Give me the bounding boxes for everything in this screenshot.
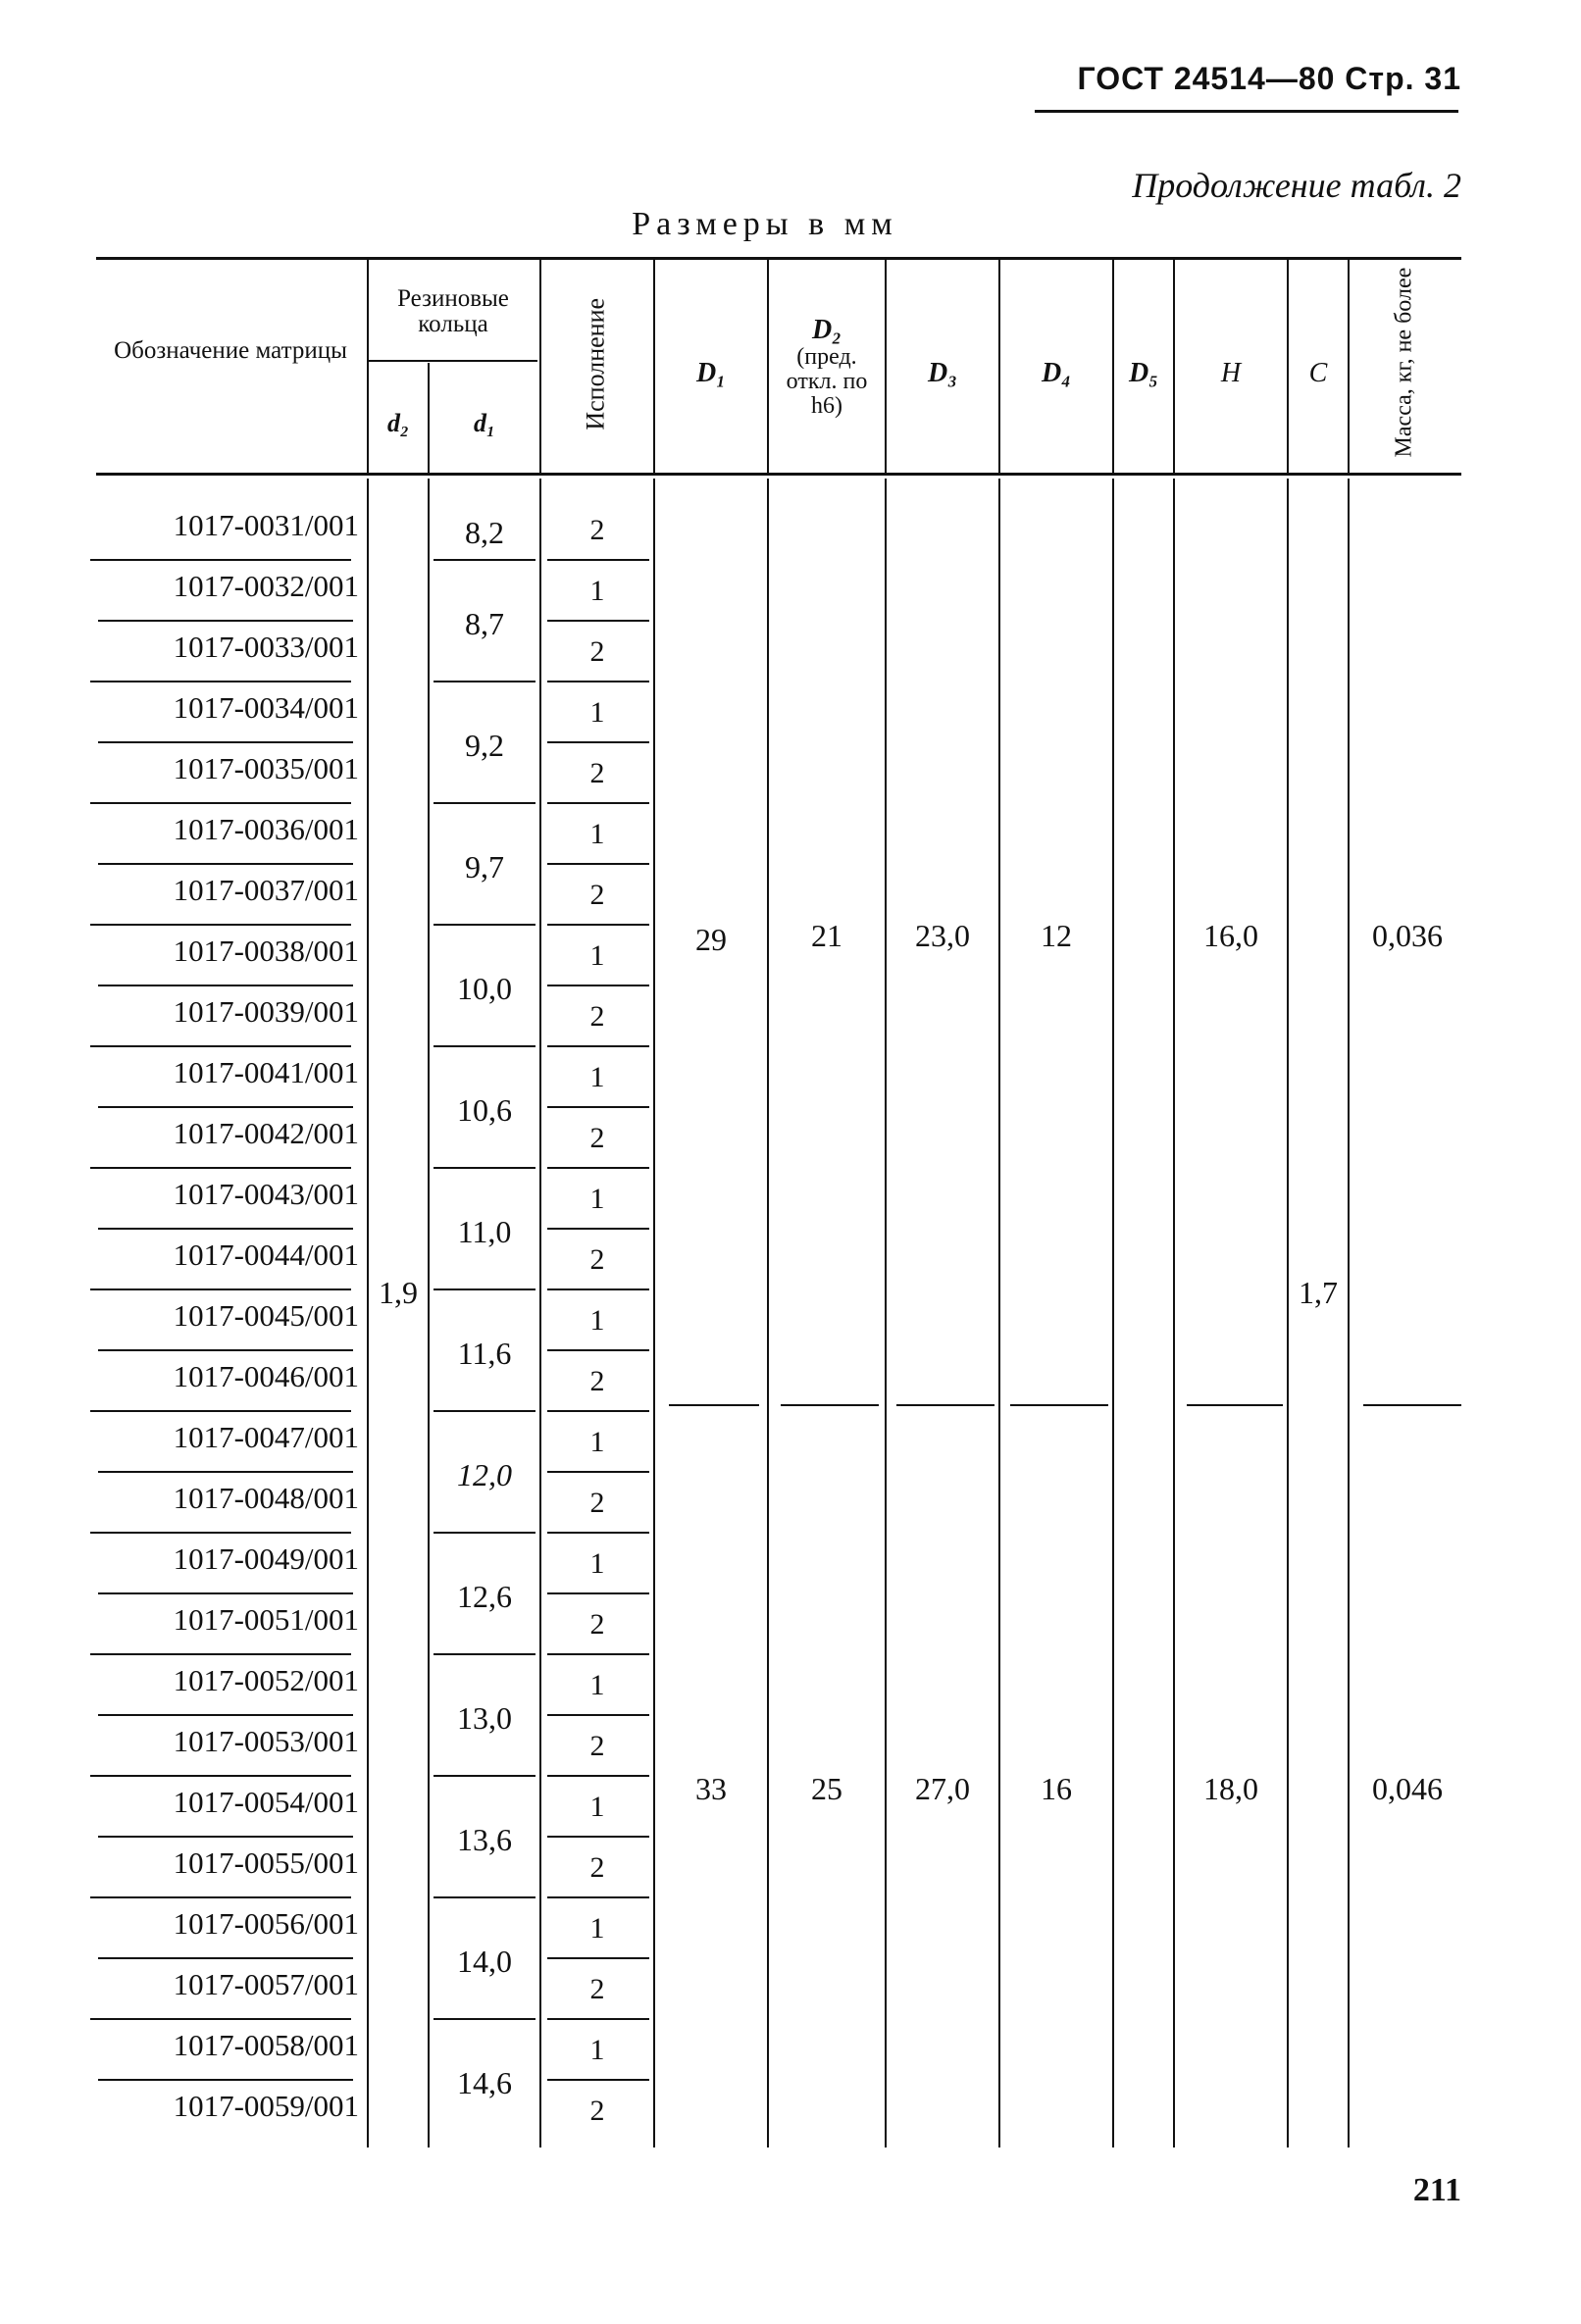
- d1-group-divider: [434, 1288, 536, 1290]
- table-row-designation: 1017-0052/001: [173, 1663, 359, 1697]
- table-row-execution: 2: [589, 757, 605, 789]
- group-divider: [669, 1404, 759, 1406]
- row-underline: [90, 681, 351, 682]
- table-row-execution: 1: [589, 696, 605, 729]
- d1-group-divider: [434, 2018, 536, 2020]
- row-underline: [98, 1349, 353, 1351]
- table-row-execution: 1: [589, 1791, 605, 1823]
- d1-group-value: 12,6: [457, 1579, 512, 1614]
- table-row-execution: 2: [589, 1122, 605, 1154]
- table-row-execution: 2: [589, 879, 605, 911]
- table-row-execution: 2: [589, 1608, 605, 1641]
- row-underline: [98, 1592, 353, 1594]
- d1-group-value: 10,6: [457, 1092, 512, 1128]
- table-row-designation: 1017-0055/001: [173, 1845, 359, 1880]
- table-row-designation: 1017-0054/001: [173, 1785, 359, 1819]
- table-row-execution: 2: [589, 1365, 605, 1397]
- body-divider: [1287, 479, 1289, 2147]
- group-a-mass: 0,036: [1372, 918, 1443, 953]
- table-row-designation: 1017-0059/001: [173, 2089, 359, 2123]
- table-row-execution: 1: [589, 575, 605, 607]
- execution-underline: [547, 741, 649, 743]
- units-caption: Размеры в мм: [632, 206, 898, 242]
- execution-underline: [547, 985, 649, 986]
- table-row-designation: 1017-0034/001: [173, 690, 359, 725]
- group-b-D1: 33: [695, 1771, 727, 1806]
- d1-group-value: 11,0: [457, 1214, 512, 1249]
- table-row-designation: 1017-0048/001: [173, 1481, 359, 1515]
- col-execution: Исполнение: [581, 297, 610, 430]
- group-a-D4: 12: [1041, 918, 1072, 953]
- d1-group-divider: [434, 681, 536, 682]
- execution-underline: [547, 1106, 649, 1108]
- body-divider: [653, 479, 655, 2147]
- table-row-designation: 1017-0033/001: [173, 630, 359, 664]
- execution-underline: [547, 924, 649, 926]
- header-bottom-rule: [96, 473, 1461, 476]
- c-value: 1,7: [1299, 1275, 1338, 1310]
- standard-header: ГОСТ 24514—80 Стр. 31: [1077, 61, 1461, 96]
- body-divider: [998, 479, 1000, 2147]
- d1-group-value: 8,7: [465, 606, 504, 641]
- row-underline: [98, 1836, 353, 1838]
- row-underline: [90, 1167, 351, 1169]
- table-row-designation: 1017-0035/001: [173, 751, 359, 785]
- table-row-designation: 1017-0038/001: [173, 934, 359, 968]
- row-underline: [98, 1957, 353, 1959]
- d1-group-divider: [434, 1045, 536, 1047]
- row-underline: [98, 863, 353, 865]
- rings-subheader-rule: [369, 360, 537, 362]
- table-row-designation: 1017-0056/001: [173, 1906, 359, 1941]
- table-row-execution: 1: [589, 1304, 605, 1337]
- body-divider: [1173, 479, 1175, 2147]
- table-row-designation: 1017-0046/001: [173, 1359, 359, 1393]
- col-D5: D₅: [1129, 358, 1158, 388]
- table-row-execution: 2: [589, 2095, 605, 2127]
- table-row-designation: 1017-0036/001: [173, 812, 359, 846]
- table-row-designation: 1017-0031/001: [173, 508, 359, 542]
- row-underline: [90, 1410, 351, 1412]
- execution-underline: [547, 802, 649, 804]
- execution-underline: [547, 2018, 649, 2020]
- body-divider: [1348, 479, 1350, 2147]
- group-a-D1: 29: [695, 922, 727, 957]
- execution-underline: [547, 1349, 649, 1351]
- execution-underline: [547, 1167, 649, 1169]
- table-row-execution: 1: [589, 939, 605, 972]
- group-b-mass: 0,046: [1372, 1771, 1443, 1806]
- execution-underline: [547, 1957, 649, 1959]
- execution-underline: [547, 620, 649, 622]
- table-row-execution: 2: [589, 1973, 605, 2005]
- header-divider: [539, 260, 541, 473]
- row-underline: [90, 559, 351, 561]
- table-row-designation: 1017-0045/001: [173, 1298, 359, 1333]
- execution-underline: [547, 1653, 649, 1655]
- execution-underline: [547, 1471, 649, 1473]
- d1-group-value: 13,6: [457, 1822, 512, 1857]
- d1-group-divider: [434, 559, 536, 561]
- table-row-execution: 2: [589, 1000, 605, 1033]
- execution-underline: [547, 1228, 649, 1230]
- table-row-execution: 1: [589, 1669, 605, 1701]
- col-rings: Резиновые кольца: [397, 285, 509, 338]
- col-d1: d₁: [473, 409, 496, 437]
- row-underline: [98, 741, 353, 743]
- body-divider: [367, 479, 369, 2147]
- header-rule: [1035, 110, 1458, 113]
- d1-group-value: 14,0: [457, 1944, 512, 1979]
- group-b-H: 18,0: [1203, 1771, 1258, 1806]
- table-row-designation: 1017-0053/001: [173, 1724, 359, 1758]
- group-a-D3: 23,0: [915, 918, 970, 953]
- execution-underline: [547, 2079, 649, 2081]
- row-underline: [90, 1896, 351, 1898]
- table-row-designation: 1017-0049/001: [173, 1541, 359, 1576]
- row-underline: [90, 1775, 351, 1777]
- d1-group-value: 11,6: [457, 1336, 512, 1371]
- table-row-designation: 1017-0039/001: [173, 994, 359, 1029]
- d2-value: 1,9: [379, 1275, 418, 1310]
- execution-underline: [547, 1896, 649, 1898]
- d1-group-value: 13,0: [457, 1700, 512, 1736]
- group-divider: [1363, 1404, 1461, 1406]
- row-underline: [90, 1532, 351, 1534]
- table-row-designation: 1017-0041/001: [173, 1055, 359, 1089]
- table-row-designation: 1017-0058/001: [173, 2028, 359, 2062]
- row-underline: [90, 2018, 351, 2020]
- table-row-execution: 2: [589, 1243, 605, 1276]
- row-underline: [98, 985, 353, 986]
- execution-underline: [547, 1532, 649, 1534]
- table-row-execution: 1: [589, 1912, 605, 1945]
- execution-underline: [547, 1836, 649, 1838]
- table-row-execution: 2: [589, 1730, 605, 1762]
- execution-underline: [547, 1592, 649, 1594]
- col-H: H: [1220, 358, 1242, 388]
- execution-underline: [547, 1045, 649, 1047]
- table-row-designation: 1017-0047/001: [173, 1420, 359, 1454]
- d1-group-value: 8,2: [465, 515, 504, 550]
- body-divider: [885, 479, 887, 2147]
- row-underline: [90, 1045, 351, 1047]
- row-underline: [90, 802, 351, 804]
- execution-underline: [547, 1288, 649, 1290]
- col-designation: Обозначение матрицы: [114, 337, 347, 364]
- group-a-H: 16,0: [1203, 918, 1258, 953]
- execution-underline: [547, 1410, 649, 1412]
- d1-group-value: 9,2: [465, 728, 504, 763]
- d1-group-divider: [434, 1653, 536, 1655]
- col-D1: D₁: [696, 358, 726, 388]
- table-row-designation: 1017-0032/001: [173, 569, 359, 603]
- d1-group-divider: [434, 1775, 536, 1777]
- d1-group-divider: [434, 1167, 536, 1169]
- col-D2: D₂: [812, 315, 842, 345]
- group-b-D4: 16: [1041, 1771, 1072, 1806]
- group-divider: [1010, 1404, 1108, 1406]
- table-row-designation: 1017-0051/001: [173, 1602, 359, 1637]
- group-a-D2: 21: [811, 918, 842, 953]
- execution-underline: [547, 559, 649, 561]
- d1-group-divider: [434, 1532, 536, 1534]
- group-divider: [896, 1404, 994, 1406]
- execution-underline: [547, 681, 649, 682]
- row-underline: [98, 1471, 353, 1473]
- table-row-designation: 1017-0037/001: [173, 873, 359, 907]
- table-row-execution: 1: [589, 2034, 605, 2066]
- page-number: 211: [1412, 2172, 1461, 2208]
- col-D4: D₄: [1042, 358, 1071, 388]
- group-b-D2: 25: [811, 1771, 842, 1806]
- d1-group-value: 12,0: [457, 1457, 512, 1492]
- table-row-designation: 1017-0043/001: [173, 1177, 359, 1211]
- row-underline: [98, 1228, 353, 1230]
- execution-underline: [547, 1775, 649, 1777]
- row-underline: [90, 924, 351, 926]
- body-divider: [767, 479, 769, 2147]
- d1-group-divider: [434, 1410, 536, 1412]
- table-row-execution: 1: [589, 1426, 605, 1458]
- col-C: C: [1308, 358, 1328, 388]
- d1-group-value: 14,6: [457, 2065, 512, 2100]
- col-D2-note: (пред. откл. по h6): [786, 344, 868, 420]
- row-underline: [98, 2079, 353, 2081]
- d1-group-divider: [434, 924, 536, 926]
- table-row-execution: 2: [589, 635, 605, 668]
- row-underline: [98, 1106, 353, 1108]
- table-row-execution: 2: [589, 514, 605, 546]
- row-underline: [90, 1288, 351, 1290]
- d1-group-value: 10,0: [457, 971, 512, 1006]
- table-row-designation: 1017-0044/001: [173, 1238, 359, 1272]
- table-row-execution: 1: [589, 1183, 605, 1215]
- table-top-rule: [96, 257, 1461, 260]
- group-divider: [1187, 1404, 1283, 1406]
- d1-group-value: 9,7: [465, 849, 504, 884]
- table-row-designation: 1017-0057/001: [173, 1967, 359, 2001]
- table-row-execution: 1: [589, 1547, 605, 1580]
- table-row-designation: 1017-0042/001: [173, 1116, 359, 1150]
- table-row-execution: 1: [589, 1061, 605, 1093]
- execution-underline: [547, 863, 649, 865]
- table-row-execution: 2: [589, 1487, 605, 1519]
- row-underline: [90, 1653, 351, 1655]
- table-row-execution: 2: [589, 1851, 605, 1884]
- header-divider: [1348, 260, 1350, 473]
- d1-group-divider: [434, 1896, 536, 1898]
- table-row-execution: 1: [589, 818, 605, 850]
- continuation-label: Продолжение табл. 2: [1132, 166, 1461, 205]
- execution-underline: [547, 1714, 649, 1716]
- group-divider: [781, 1404, 879, 1406]
- d1-group-divider: [434, 802, 536, 804]
- col-mass: Масса, кг, не более: [1391, 267, 1417, 458]
- col-d2: d₂: [386, 409, 410, 437]
- body-divider: [1112, 479, 1114, 2147]
- row-underline: [98, 1714, 353, 1716]
- row-underline: [98, 620, 353, 622]
- col-D3: D₃: [928, 358, 957, 388]
- group-b-D3: 27,0: [915, 1771, 970, 1806]
